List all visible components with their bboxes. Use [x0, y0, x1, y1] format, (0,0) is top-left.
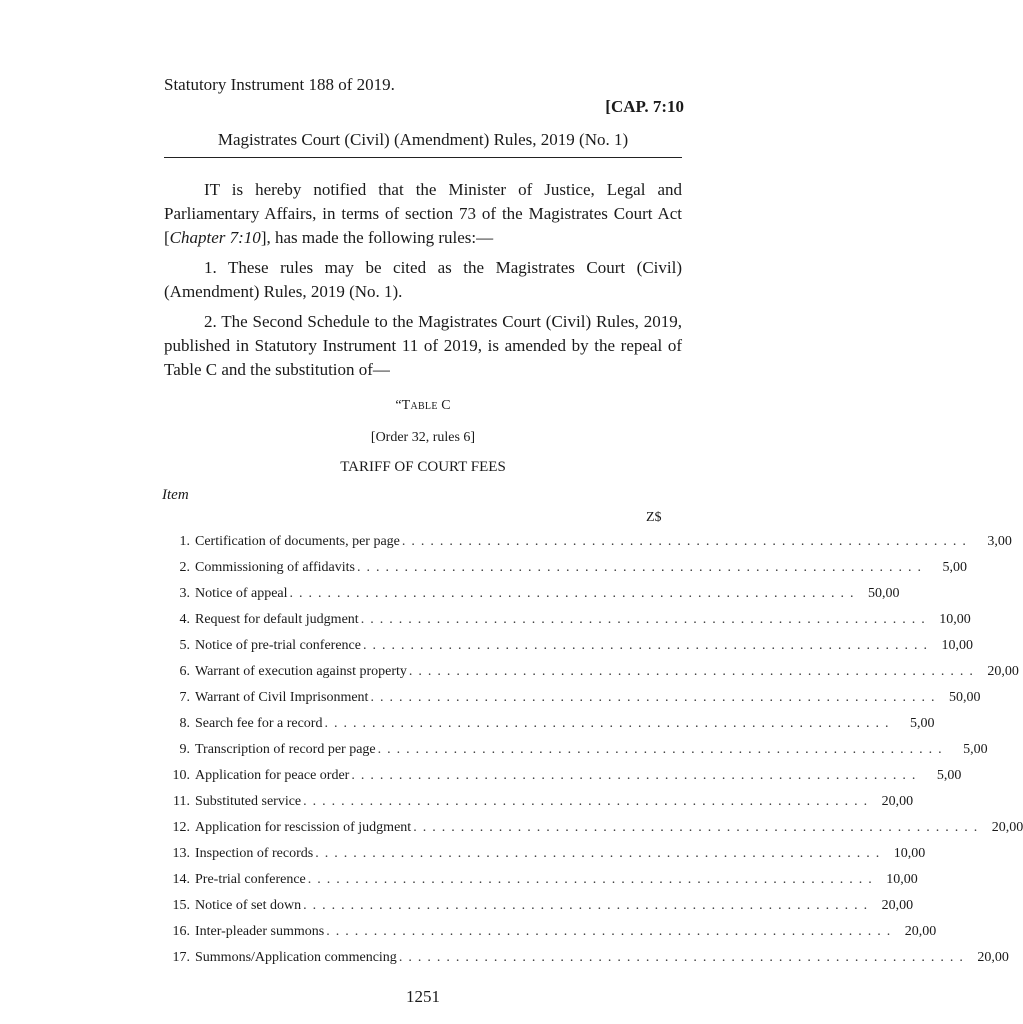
item-description: Application for peace order [195, 768, 350, 783]
item-amount: 5,00 [936, 768, 962, 783]
item-number: 13. [172, 846, 190, 861]
item-number: 1. [179, 534, 190, 549]
item-number: 10. [172, 768, 190, 783]
table-row [164, 638, 973, 664]
item-amount: 20,00 [977, 950, 1009, 965]
dot-leader: ............................................................ [303, 794, 874, 809]
item-number: 2. [179, 560, 190, 575]
item-description: Notice of pre-trial conference [195, 638, 361, 653]
dot-leader: ............................................................ [408, 664, 979, 679]
item-amount: 50,00 [868, 586, 900, 601]
header-rule [164, 157, 682, 158]
item-amount: 10,00 [941, 638, 973, 653]
item-description: Transcription of record per page [195, 742, 376, 757]
dot-leader: ............................................................ [289, 586, 860, 601]
table-row [164, 846, 926, 872]
table-row [164, 872, 918, 898]
table-heading: TARIFF OF COURT FEES [340, 459, 506, 475]
item-number: 17. [172, 950, 190, 965]
dot-leader: ............................................................ [401, 534, 972, 549]
item-amount: 10,00 [886, 872, 918, 887]
table-row [164, 612, 971, 638]
item-description: Summons/Application commencing [195, 950, 397, 965]
item-number: 15. [172, 898, 190, 913]
table-row [164, 950, 1009, 976]
item-number: 14. [172, 872, 190, 887]
body-text [164, 178, 682, 388]
item-amount: 50,00 [948, 690, 981, 705]
dot-leader: ............................................................ [351, 768, 922, 783]
item-description: Inspection of records [195, 846, 314, 861]
dot-leader: ............................................................ [360, 612, 931, 627]
dot-leader: ............................................................ [356, 560, 927, 575]
dot-leader: ............................................................ [398, 950, 969, 965]
table-row [164, 742, 988, 768]
notice-text-start: IT is hereby notified that the Minister of Justice, Legal and Parliamentary Affairs, in terms of section 73 of the Magistrates Court Act [ [164, 180, 682, 247]
page-number: 1251 [406, 987, 440, 1006]
item-amount: 20,00 [904, 924, 937, 939]
table-row [164, 898, 914, 924]
table-title-word: Table [401, 398, 438, 413]
currency-column-label: Z$ [646, 510, 662, 525]
statutory-instrument-line: Statutory Instrument 188 of 2019. [164, 75, 395, 94]
item-description: Certification of documents, per page [195, 534, 400, 549]
dot-leader: ............................................................ [315, 846, 886, 861]
fee-table [164, 534, 1023, 976]
table-order-reference: [Order 32, rules 6] [370, 430, 476, 445]
table-row [164, 716, 935, 742]
dot-leader: ............................................................ [326, 924, 897, 939]
item-amount: 5,00 [942, 560, 967, 575]
running-title: Magistrates Court (Civil) (Amendment) Rules, 2019 (No. 1) [217, 130, 629, 149]
item-description: Commissioning of affidavits [195, 560, 355, 575]
item-amount: 3,00 [987, 534, 1012, 549]
table-row [164, 794, 914, 820]
table-row [164, 768, 962, 794]
table-title-letter: C [441, 398, 451, 413]
dot-leader: ............................................................ [303, 898, 874, 913]
item-description: Inter-pleader summons [195, 924, 325, 939]
item-description: Application for rescission of judgment [195, 820, 412, 835]
item-description: Request for default judgment [195, 612, 359, 627]
dot-leader: ............................................................ [307, 872, 878, 887]
item-amount: 20,00 [991, 820, 1023, 835]
item-column-label: Item [162, 487, 189, 503]
item-description: Substituted service [195, 794, 302, 809]
item-amount: 5,00 [909, 716, 935, 731]
notice-text-end: ], has made the following rules:— [260, 228, 494, 247]
paragraph-rule-2: 2. The Second Schedule to the Magistrates Court (Civil) Rules, 2019, published in Statutory Instrument 11 of 2019, is amended by the repeal of Table C and the substitution of— [164, 312, 682, 379]
table-row [164, 586, 900, 612]
item-number: 4. [179, 612, 190, 627]
table-row [164, 820, 1023, 846]
table-row [164, 690, 981, 716]
item-number: 16. [172, 924, 190, 939]
item-number: 7. [179, 690, 190, 705]
table-row [164, 534, 1012, 560]
paragraph-notice [164, 178, 682, 250]
item-description: Notice of appeal [195, 586, 288, 601]
table-row [164, 560, 967, 586]
table-row [164, 664, 1019, 690]
item-amount: 10,00 [939, 612, 971, 627]
chapter-citation: Chapter 7:10 [169, 228, 261, 247]
item-description: Warrant of execution against property [195, 664, 407, 679]
item-amount: 20,00 [881, 794, 914, 809]
item-description: Notice of set down [195, 898, 302, 913]
table-row [164, 924, 937, 950]
item-amount: 20,00 [881, 898, 914, 913]
item-description: Warrant of Civil Imprisonment [195, 690, 369, 705]
item-amount: 20,00 [987, 664, 1019, 679]
item-number: 3. [179, 586, 190, 601]
item-amount: 10,00 [893, 846, 926, 861]
paragraph-rule-1: 1. These rules may be cited as the Magistrates Court (Civil) (Amendment) Rules, 2019 (No. 1). [164, 258, 682, 301]
chapter-reference: [CAP. 7:10 [605, 97, 684, 116]
dot-leader: ............................................................ [324, 716, 895, 731]
item-amount: 5,00 [963, 742, 988, 757]
dot-leader: ............................................................ [370, 690, 941, 705]
item-description: Search fee for a record [195, 716, 323, 731]
item-number: 5. [179, 638, 190, 653]
item-number: 11. [173, 794, 190, 809]
item-number: 9. [179, 742, 190, 757]
item-number: 6. [179, 664, 190, 679]
dot-leader: ............................................................ [377, 742, 948, 757]
item-number: 8. [179, 716, 190, 731]
dot-leader: ............................................................ [362, 638, 933, 653]
table-title [164, 398, 682, 414]
item-number: 12. [172, 820, 190, 835]
table-title-quote: “ [395, 398, 402, 413]
item-description: Pre-trial conference [195, 872, 306, 887]
dot-leader: ............................................................ [413, 820, 984, 835]
